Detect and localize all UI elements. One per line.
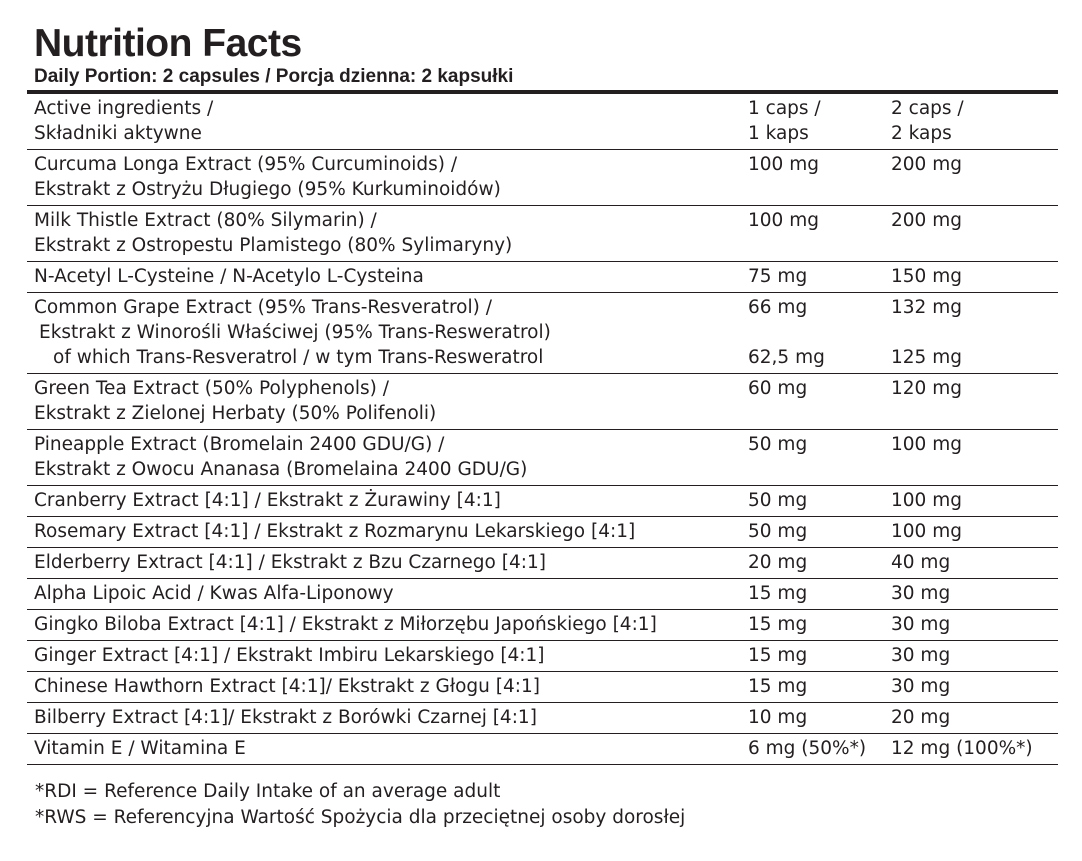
amount-2-caps: 200 mg xyxy=(891,210,962,231)
amount-1-caps: 6 mg (50%*) xyxy=(748,738,867,759)
table-row xyxy=(27,262,1058,293)
amount-1-caps: 50 mg xyxy=(748,434,808,455)
table-row xyxy=(27,430,1058,486)
amount-2-caps: 20 mg xyxy=(891,707,951,728)
ingredient-name: Green Tea Extract (50% Polyphenols) / Ekstrakt z Zielonej Herbaty (50% Polifenoli) xyxy=(34,378,437,424)
daily-portion-subtitle: Daily Portion: 2 capsules / Porcja dzienna: 2 kapsułki xyxy=(34,66,514,87)
sub-amount-2-caps: 125 mg xyxy=(891,347,962,368)
amount-1-caps: 75 mg xyxy=(748,266,808,287)
column-header-1-caps: 1 caps / 1 kaps xyxy=(748,98,821,144)
amount-2-caps: 30 mg xyxy=(891,645,951,666)
ingredient-name: Milk Thistle Extract (80% Silymarin) / Ekstrakt z Ostropestu Plamistego (80% Sylimaryny) xyxy=(34,210,513,256)
ingredient-name: Chinese Hawthorn Extract [4:1]/ Ekstrakt z Głogu [4:1] xyxy=(34,676,540,697)
table-row xyxy=(27,517,1058,548)
ingredient-name: N-Acetyl L-Cysteine / N-Acetylo L-Cysteina xyxy=(34,266,424,287)
ingredient-name: Curcuma Longa Extract (95% Curcuminoids) / Ekstrakt z Ostryżu Długiego (95% Kurkuminoidów) xyxy=(34,154,501,200)
table-row xyxy=(27,293,1058,374)
amount-1-caps: 20 mg xyxy=(748,552,808,573)
amount-1-caps: 15 mg xyxy=(748,614,808,635)
amount-2-caps: 132 mg 125 mg xyxy=(891,293,1058,374)
amount-1-caps: 10 mg xyxy=(748,707,808,728)
amount-1-caps: 15 mg xyxy=(748,676,808,697)
amount-1-caps: 15 mg xyxy=(748,645,808,666)
ingredient-name: Vitamin E / Witamina E xyxy=(34,738,246,759)
ingredient-name: Rosemary Extract [4:1] / Ekstrakt z Rozmarynu Lekarskiego [4:1] xyxy=(34,521,636,542)
table-row xyxy=(27,206,1058,262)
amount-2-caps: 100 mg xyxy=(891,490,962,511)
amount-2-caps: 150 mg xyxy=(891,266,962,287)
amount-1-caps: 50 mg xyxy=(748,521,808,542)
amount-2-caps: 40 mg xyxy=(891,552,951,573)
table-row xyxy=(27,641,1058,672)
ingredient-name: Cranberry Extract [4:1] / Ekstrakt z Żurawiny [4:1] xyxy=(34,490,501,511)
amount-2-caps: 12 mg (100%*) xyxy=(891,738,1033,759)
ingredient-name: Pineapple Extract (Bromelain 2400 GDU/G) / Ekstrakt z Owocu Ananasa (Bromelaina 2400 GDU/G) xyxy=(34,434,528,480)
table-row xyxy=(27,374,1058,430)
ingredient-name: Bilberry Extract [4:1]/ Ekstrakt z Borówki Czarnej [4:1] xyxy=(34,707,537,728)
footnote-rdi: *RDI = Reference Daily Intake of an average adult xyxy=(35,781,501,802)
amount-1-caps: 100 mg xyxy=(748,210,819,231)
table-row xyxy=(27,734,1058,765)
sub-ingredient-name: of which Trans-Resveratrol / w tym Trans-Resweratrol xyxy=(53,347,544,368)
table-row xyxy=(27,703,1058,734)
page-title: Nutrition Facts xyxy=(34,22,302,65)
table-row xyxy=(27,150,1058,206)
amount-2-caps: 100 mg xyxy=(891,521,962,542)
column-header-ingredient: Active ingredients / Składniki aktywne xyxy=(34,98,214,144)
ingredient-name: Elderberry Extract [4:1] / Ekstrakt z Bzu Czarnego [4:1] xyxy=(34,552,546,573)
sub-amount-1-caps: 62,5 mg xyxy=(748,347,825,368)
amount-2-caps: 30 mg xyxy=(891,676,951,697)
amount-2-caps: 30 mg xyxy=(891,583,951,604)
ingredient-name: Ginger Extract [4:1] / Ekstrakt Imbiru Lekarskiego [4:1] xyxy=(34,645,545,666)
amount-1-caps: 60 mg xyxy=(748,378,808,399)
table-row xyxy=(27,579,1058,610)
table-row xyxy=(27,486,1058,517)
ingredient-name: Gingko Biloba Extract [4:1] / Ekstrakt z Miłorzębu Japońskiego [4:1] xyxy=(34,614,657,635)
ingredient-name: Common Grape Extract (95% Trans-Resveratrol) / Ekstrakt z Winorośli Właściwej (95% Trans-Resweratrol) of which Trans-Resveratrol / w tym Trans-Resweratrol xyxy=(27,293,748,374)
table-row xyxy=(27,548,1058,579)
footnote-rws: *RWS = Referencyjna Wartość Spożycia dla przeciętnej osoby dorosłej xyxy=(35,807,686,828)
nutrition-facts-panel xyxy=(27,22,1058,831)
footnotes xyxy=(35,779,1058,831)
ingredient-name: Alpha Lipoic Acid / Kwas Alfa-Liponowy xyxy=(34,583,394,604)
table-row xyxy=(27,610,1058,641)
table-row xyxy=(27,672,1058,703)
amount-2-caps: 100 mg xyxy=(891,434,962,455)
amount-2-caps: 200 mg xyxy=(891,154,962,175)
amount-2-caps: 30 mg xyxy=(891,614,951,635)
amount-1-caps: 100 mg xyxy=(748,154,819,175)
amount-1-caps: 66 mg 62,5 mg xyxy=(748,293,891,374)
table-header-row xyxy=(27,94,1058,150)
column-header-2-caps: 2 caps / 2 kaps xyxy=(891,98,964,144)
amount-1-caps: 50 mg xyxy=(748,490,808,511)
amount-1-caps: 15 mg xyxy=(748,583,808,604)
amount-2-caps: 120 mg xyxy=(891,378,962,399)
ingredients-table xyxy=(27,94,1058,765)
